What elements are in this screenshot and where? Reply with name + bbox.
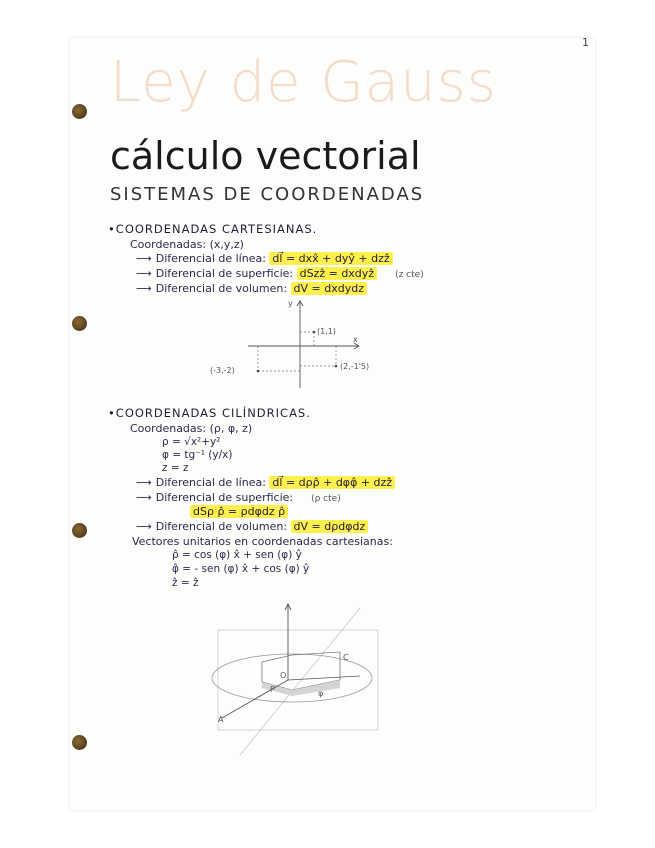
cylindrical-volume-differential bbox=[136, 520, 368, 533]
binder-hole-3 bbox=[72, 523, 87, 538]
page-title: Ley de Gauss bbox=[110, 50, 497, 115]
point-label: (2,-1'5) bbox=[340, 362, 370, 371]
volume-differential-equation: dV = dρdφdz bbox=[291, 520, 369, 533]
line-differential-equation: dl⃗ = dρρ̂ + dφφ̂ + dzẑ bbox=[269, 476, 395, 489]
rho-unit-vector: ρ̂ = cos (φ) x̂ + sen (φ) ŷ bbox=[172, 549, 302, 561]
binder-hole-2 bbox=[72, 316, 87, 331]
y-axis-label: y bbox=[288, 299, 293, 308]
surface-note: (ρ cte) bbox=[311, 494, 341, 504]
cartesian-volume-differential bbox=[136, 282, 367, 295]
x-axis-label: x bbox=[353, 335, 358, 344]
unit-vectors-label: Vectores unitarios en coordenadas cartesianas: bbox=[132, 535, 393, 548]
page-number: 1 bbox=[582, 36, 589, 49]
y-axis-3d bbox=[288, 676, 360, 680]
point-marker bbox=[335, 365, 338, 368]
cylindrical-heading: •COORDENADAS CILÍNDRICAS. bbox=[108, 406, 311, 420]
point-a-label: A bbox=[218, 715, 224, 724]
phi-angle-label: φ bbox=[318, 689, 324, 698]
arrow-icon: ⟶ bbox=[136, 491, 152, 504]
volume-differential-equation: dV = dxdydz bbox=[291, 282, 367, 295]
origin-label: O bbox=[280, 671, 287, 680]
phi-definition: φ = tg⁻¹ (y/x) bbox=[162, 449, 233, 461]
surface-differential-label: Diferencial de superficie: bbox=[155, 491, 294, 504]
cartesian-line-differential bbox=[136, 252, 393, 265]
reference-plane bbox=[218, 630, 378, 730]
point-c-label: C bbox=[343, 653, 349, 662]
z-unit-vector: ẑ = ẑ bbox=[172, 577, 199, 589]
line-differential-equation: dl⃗ = dxx̂ + dyŷ + dzẑ bbox=[269, 252, 392, 265]
surface-note: (z cte) bbox=[395, 270, 424, 280]
line-differential-label: Diferencial de línea: bbox=[155, 476, 266, 489]
arrow-icon: ⟶ bbox=[136, 520, 152, 533]
point-label: (1,1) bbox=[317, 327, 336, 336]
x-axis-3d bbox=[222, 680, 288, 718]
surface-differential-equation: dSρ ρ̂ = ρdφdz ρ̂ bbox=[190, 505, 288, 518]
line-differential-label: Diferencial de línea: bbox=[155, 252, 266, 265]
arrow-icon: ⟶ bbox=[136, 476, 152, 489]
cylindrical-surface-equation-line bbox=[190, 505, 288, 518]
cylindrical-coords: Coordenadas: (ρ, φ, z) bbox=[130, 422, 253, 435]
point-marker bbox=[313, 331, 316, 334]
cartesian-heading: •COORDENADAS CARTESIANAS. bbox=[108, 222, 318, 236]
cylindrical-surface-differential bbox=[136, 491, 341, 504]
arrow-icon: ⟶ bbox=[136, 282, 152, 295]
section-title: SISTEMAS DE COORDENADAS bbox=[110, 184, 425, 205]
phi-unit-vector: φ̂ = - sen (φ) x̂ + cos (φ) ŷ bbox=[172, 563, 310, 575]
cartesian-coords: Coordenadas: (x,y,z) bbox=[130, 238, 244, 251]
arrow-icon: ⟶ bbox=[136, 252, 152, 265]
cylindrical-line-differential bbox=[136, 476, 395, 489]
cartesian-plane-sketch bbox=[200, 296, 400, 396]
page-subtitle: cálculo vectorial bbox=[110, 134, 421, 178]
point-p-label: P bbox=[270, 685, 275, 694]
point-label: (-3,-2) bbox=[210, 366, 235, 375]
surface-differential-equation: dSzẑ = dxdyẑ bbox=[297, 267, 377, 280]
z-definition: z = z bbox=[162, 462, 189, 474]
cartesian-surface-differential bbox=[136, 267, 424, 280]
volume-differential-label: Diferencial de volumen: bbox=[155, 282, 288, 295]
surface-differential-label: Diferencial de superficie: bbox=[155, 267, 294, 280]
arrow-icon: ⟶ bbox=[136, 267, 152, 280]
rho-definition: ρ = √x²+y² bbox=[162, 436, 221, 448]
volume-differential-label: Diferencial de volumen: bbox=[155, 520, 288, 533]
point-marker bbox=[257, 370, 260, 373]
binder-hole-4 bbox=[72, 735, 87, 750]
cylinder-sketch bbox=[200, 600, 400, 760]
binder-hole-1 bbox=[72, 104, 87, 119]
